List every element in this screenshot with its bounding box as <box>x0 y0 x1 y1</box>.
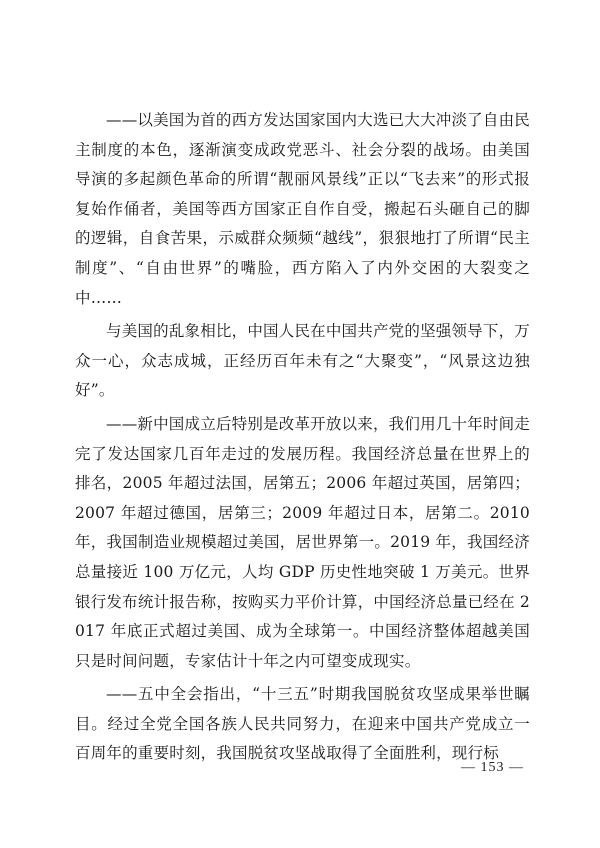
paragraph-4: ——五中全会指出，“十三五”时期我国脱贫攻坚成果举世瞩目。经过全党全国各族人民共同努力，在迎来中国共产党成立一百周年的重要时刻，我国脱贫攻坚战取得了全面胜利，现行标 <box>75 685 530 763</box>
body-text <box>75 106 530 773</box>
page-number: — 153 — <box>461 760 524 775</box>
paragraph-1: ——以美国为首的西方发达国家国内大选已大大冲淡了自由民主制度的本色，逐渐演变成政党恶斗、社会分裂的战场。由美国导演的多起颜色革命的所谓“靓丽风景线”正以“飞去来”的形式报复始作俑者，美国等西方国家正自作自受，搬起石头砸自己的脚的逻辑，自食苦果，示威群众频频“越线”，狠狠地打了所谓“民主制度”、“自由世界”的嘴脸，西方陷入了内外交困的大裂变之中…… <box>75 111 530 307</box>
paragraph-2: 与美国的乱象相比，中国人民在中国共产党的坚强领导下，万众一心，众志成城，正经历百年未有之“大聚变”，“风景这边独好”。 <box>75 322 530 400</box>
paragraph-3: ——新中国成立后特别是改革开放以来，我们用几十年时间走完了发达国家几百年走过的发展历程。我国经济总量在世界上的排名，2005 年超过法国，居第五；2006 年超过英国，居第四；2007 年超过德国，居第三；2009 年超过日本，居第二。2010 年，我国制造业规模超过美国，居世界第一。2019 年，我国经济总量接近 100 万亿元，人均 GDP 历史性地突破 1 万美元。世界银行发布统计报告称，按购买力平价计算，中国经济总量已经在 2017 年底正式超过美国、成为全球第一。中国经济整体超越美国只是时间问题，专家估计十年之内可望变成现实。 <box>75 414 530 670</box>
